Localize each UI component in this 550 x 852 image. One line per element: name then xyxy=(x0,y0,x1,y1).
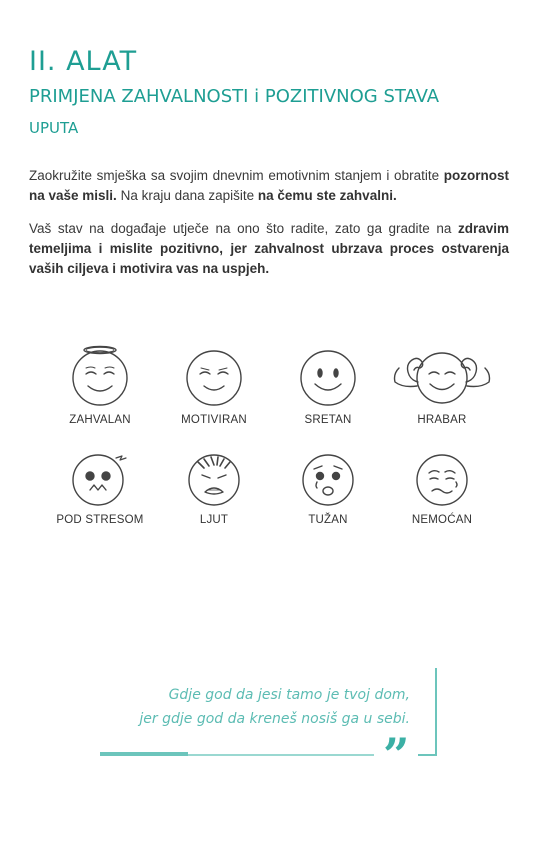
angry-smiley-icon xyxy=(174,448,254,508)
grateful-smiley-icon xyxy=(60,342,140,408)
emotion-option-sad[interactable] xyxy=(268,448,388,526)
instruction-paragraph: Zaokružite smješka sa svojim dnevnim emotivnim stanjem i obratite pozornost na vaše misli. Na kraju dana zapišite na čemu ste zahvalni. xyxy=(29,168,509,203)
emotion-option-powerless[interactable] xyxy=(382,448,502,526)
emotion-label: SRETAN xyxy=(304,414,352,426)
powerless-smiley-icon xyxy=(402,448,482,508)
emotion-option-brave[interactable] xyxy=(382,342,502,426)
quote-frame-accent xyxy=(100,752,188,756)
quote-mark-icon: ” xyxy=(383,728,410,782)
happy-smiley-icon xyxy=(288,342,368,408)
quote-frame-vertical xyxy=(435,668,437,756)
emotion-option-happy[interactable] xyxy=(268,342,388,426)
section-heading: UPUTA xyxy=(29,119,79,137)
page-subtitle: PRIMJENA ZAHVALNOSTI i POZITIVNOG STAVA xyxy=(29,86,440,107)
emotion-label: POD STRESOM xyxy=(56,514,144,526)
stressed-smiley-icon xyxy=(60,448,140,508)
quote-frame-corner xyxy=(418,754,437,756)
sad-smiley-icon xyxy=(288,448,368,508)
brave-smiley-icon xyxy=(387,342,497,408)
emotion-label: ZAHVALAN xyxy=(69,414,131,426)
quote-line-2: jer gdje god da kreneš nosiš ga u sebi. xyxy=(139,711,410,727)
attitude-paragraph: Vaš stav na događaje utječe na ono što radite, zato ga gradite na zdravim temeljima i mislite pozitivno, jer zahvalnost ubrzava proces ostvarenja vaših ciljeva i motivira vas na uspjeh. xyxy=(29,221,509,276)
emotion-label: TUŽAN xyxy=(308,514,348,526)
motivated-smiley-icon xyxy=(174,342,254,408)
emotion-label: NEMOĆAN xyxy=(411,514,473,526)
quote xyxy=(30,683,410,731)
emotion-option-motivated[interactable] xyxy=(154,342,274,426)
emotion-option-stressed[interactable] xyxy=(40,448,160,526)
quote-line-1: Gdje god da jesi tamo je tvoj dom, xyxy=(168,687,410,703)
emotion-label: LJUT xyxy=(199,514,229,526)
quote-frame-line xyxy=(188,754,374,756)
emotion-option-grateful[interactable] xyxy=(40,342,160,426)
emotion-option-angry[interactable] xyxy=(154,448,274,526)
emotion-label: MOTIVIRAN xyxy=(181,414,247,426)
page-title: II. ALAT xyxy=(29,46,138,77)
emotion-label: HRABAR xyxy=(417,414,467,426)
